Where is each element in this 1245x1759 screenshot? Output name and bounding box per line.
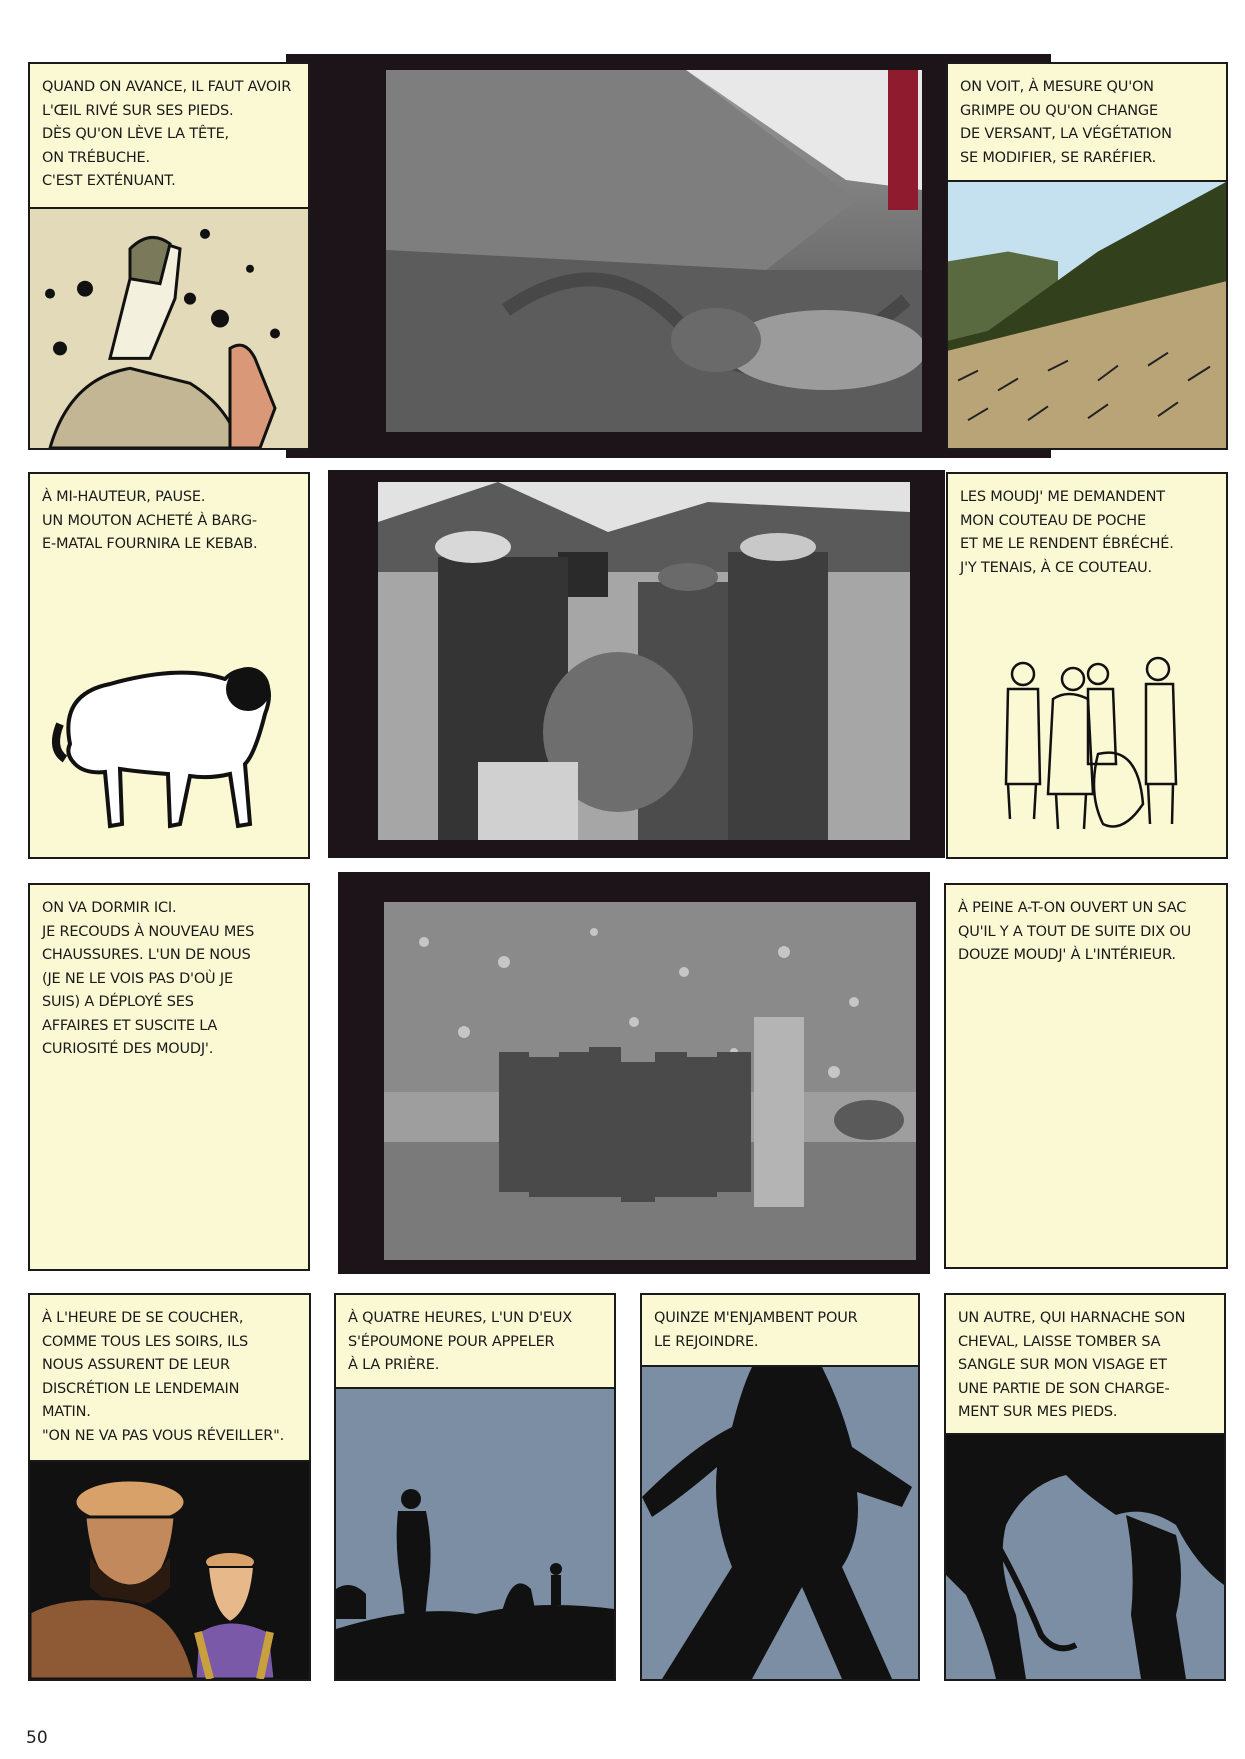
art-sheep [30, 604, 308, 857]
panel-row2-left [28, 472, 310, 859]
panel-row1-left [28, 62, 310, 450]
caption-row3-left: ON VA DORMIR ICI. JE RECOUDS À NOUVEAU MES CHAUSSURES. L'UN DE NOUS (JE NE LE VOIS PAS D'OÙ JE SUIS) A DÉPLOYÉ SES AFFAIRES ET SUSCITE LA CURIOSITÉ DES MOUDJ'. [30, 885, 308, 1269]
caption-row2-left: À MI-HAUTEUR, PAUSE. UN MOUTON ACHETÉ À BARG- E-MATAL FOURNIRA LE KEBAB. [30, 474, 308, 857]
film-edge-red [888, 70, 918, 210]
photo-group-in-valley [384, 902, 916, 1260]
caption-row1-right: ON VOIT, À MESURE QU'ON GRIMPE OU QU'ON CHANGE DE VERSANT, LA VÉGÉTATION SE MODIFIER, SE RARÉFIER. [948, 64, 1226, 182]
panel-row2-right [946, 472, 1228, 859]
panel-row1-right [946, 62, 1228, 450]
art-men-sketch [948, 644, 1226, 857]
photo-mountain-slope [386, 70, 922, 432]
caption-row2-right: LES MOUDJ' ME DEMANDENT MON COUTEAU DE POCHE ET ME LE RENDENT ÉBRÉCHÉ. J'Y TENAIS, À CE COUTEAU. [948, 474, 1226, 857]
panel-bottom-4 [944, 1293, 1226, 1681]
caption-row1-left: QUAND ON AVANCE, IL FAUT AVOIR L'ŒIL RIVÉ SUR SES PIEDS. DÈS QU'ON LÈVE LA TÊTE, ON TRÉBUCHE. C'EST EXTÉNUANT. [30, 64, 308, 209]
photo-men-with-sheep [378, 482, 910, 840]
caption-row3-right: À PEINE A-T-ON OUVERT UN SAC QU'IL Y A TOUT DE SUITE DIX OU DOUZE MOUDJ' À L'INTÉRIEUR. [946, 885, 1226, 1267]
art-horse-silhouette [946, 1435, 1224, 1679]
page-number: 50 [26, 1728, 48, 1748]
caption-bottom-4: UN AUTRE, QUI HARNACHE SON CHEVAL, LAISSE TOMBER SA SANGLE SUR MON VISAGE ET UNE PARTIE DE SON CHARGE- MENT SUR MES PIEDS. [946, 1295, 1224, 1435]
panel-bottom-3 [640, 1293, 920, 1681]
caption-bottom-2: À QUATRE HEURES, L'UN D'EUX S'ÉPOUMONE POUR APPELER À LA PRIÈRE. [336, 1295, 614, 1389]
panel-row3-right [944, 883, 1228, 1269]
caption-bottom-3: QUINZE M'ENJAMBENT POUR LE REJOINDRE. [642, 1295, 918, 1367]
caption-bottom-1: À L'HEURE DE SE COUCHER, COMME TOUS LES SOIRS, ILS NOUS ASSURENT DE LEUR DISCRÉTION LE LENDEMAIN MATIN. "ON NE VA PAS VOUS RÉVEILLER". [30, 1295, 309, 1462]
art-two-men [30, 1462, 309, 1679]
art-boot [30, 209, 308, 448]
panel-bottom-2 [334, 1293, 616, 1681]
art-mountains [948, 182, 1226, 448]
art-silhouette-stepping [642, 1367, 918, 1679]
panel-bottom-1 [28, 1293, 311, 1681]
panel-row3-left [28, 883, 310, 1271]
art-silhouettes-dawn [336, 1389, 614, 1679]
